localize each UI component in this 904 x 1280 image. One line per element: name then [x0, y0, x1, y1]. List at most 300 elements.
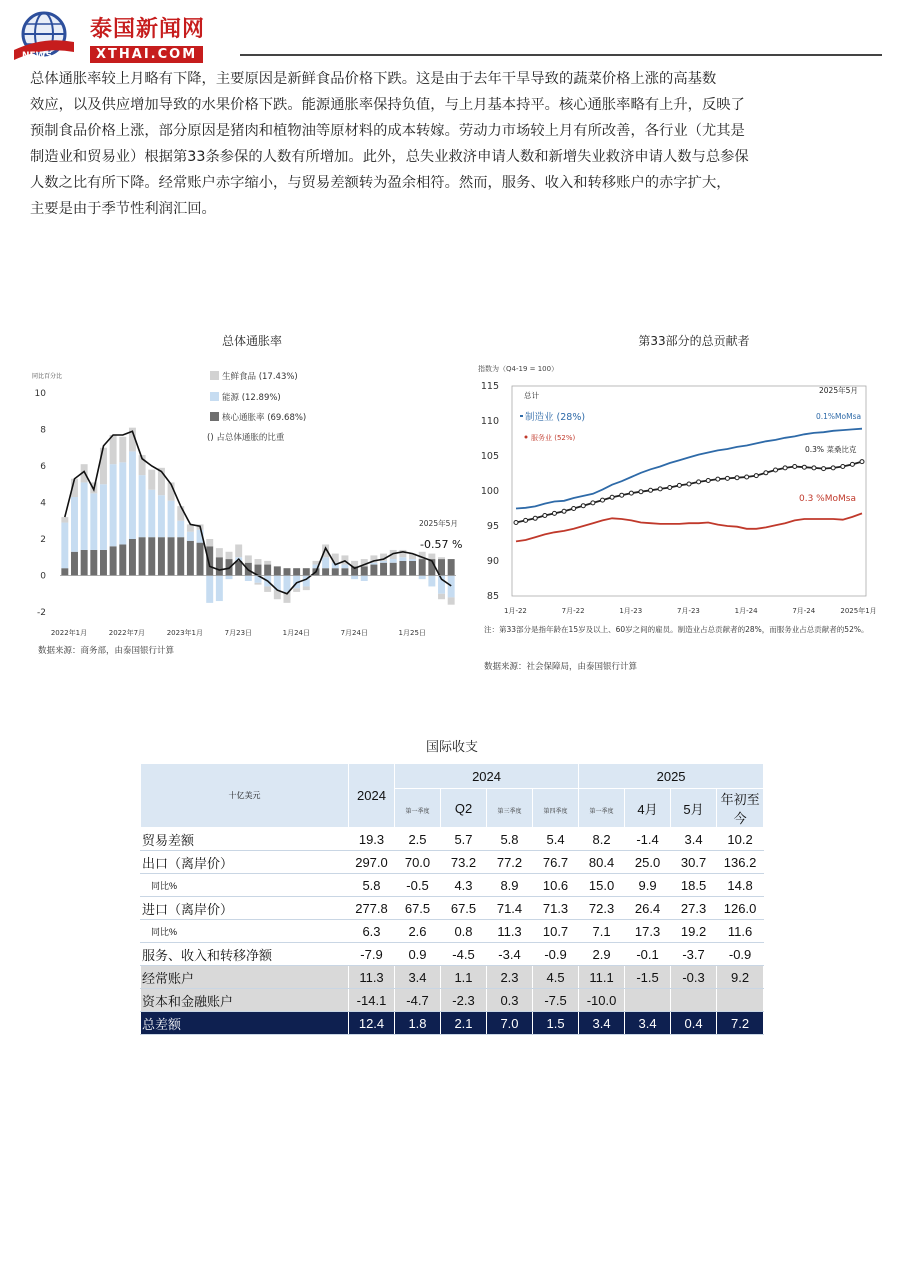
- total-marker: [620, 493, 624, 497]
- legend-label-core: 核心通胀率 (69.68%): [222, 413, 307, 423]
- legend-note: () 占总体通胀的比重: [207, 433, 285, 443]
- total-marker: [735, 476, 739, 480]
- fresh-bar: [255, 583, 262, 585]
- core-bar: [139, 537, 146, 575]
- core-bar: [303, 568, 310, 575]
- total-marker: [514, 521, 518, 525]
- table-cell: -1.4: [625, 828, 671, 851]
- y-axis-label: 同比百分比: [32, 373, 63, 380]
- fresh-bar: [119, 437, 126, 463]
- x-tick-label: 2022年1月: [50, 629, 88, 637]
- total-marker: [706, 479, 710, 483]
- core-bar: [235, 561, 242, 576]
- header-q1-2025: 第一季度: [579, 789, 625, 828]
- chart-source: 数据来源：社会保障局，由泰国银行计算: [484, 662, 638, 672]
- intro-line: 人数之比有所下降。经常账户赤字缩小，与贸易差额转为盈余相符。然而，服务、收入和转移账户的赤字扩大，: [30, 175, 731, 191]
- table-row: [141, 1012, 764, 1035]
- core-bar: [110, 546, 117, 575]
- total-marker: [658, 487, 662, 491]
- energy-bar: [390, 559, 397, 563]
- total-marker: [552, 511, 556, 515]
- chart-title: 第33部分的总贡献者: [638, 334, 750, 348]
- table-cell: 126.0: [717, 897, 764, 920]
- x-tick-label: 2023年1月: [166, 629, 204, 637]
- table-cell: 70.0: [395, 851, 441, 874]
- table-cell: 12.4: [349, 1012, 395, 1035]
- table-cell: 8.2: [579, 828, 625, 851]
- total-marker: [649, 488, 653, 492]
- y-tick-label: 85: [486, 591, 499, 602]
- table-title: 国际收支: [425, 740, 478, 755]
- total-marker: [668, 486, 672, 490]
- table-cell: 7.1: [579, 920, 625, 943]
- table-cell: 3.4: [671, 828, 717, 851]
- energy-bar: [216, 576, 223, 602]
- header-apr: 4月: [625, 789, 671, 828]
- table-cell: -4.5: [441, 943, 487, 966]
- total-marker: [860, 460, 864, 464]
- fresh-bar: [235, 544, 242, 557]
- energy-bar: [187, 532, 194, 541]
- table-cell: 0.9: [395, 943, 441, 966]
- energy-bar: [361, 576, 368, 581]
- total-marker: [754, 474, 758, 478]
- table-cell: 10.7: [533, 920, 579, 943]
- fresh-bar: [148, 470, 155, 490]
- total-marker: [629, 491, 633, 495]
- row-label: 出口（离岸价）: [141, 851, 349, 874]
- table-cell: -7.5: [533, 989, 579, 1012]
- table-cell: 2.6: [395, 920, 441, 943]
- legend-swatch-fresh: [210, 371, 219, 380]
- y-axis-label: 指数为（Q4-19 = 100）: [478, 365, 559, 373]
- intro-paragraph: [30, 66, 850, 222]
- header-2024-total: 2024: [349, 764, 395, 828]
- energy-bar: [370, 563, 377, 565]
- table-cell: 3.4: [625, 1012, 671, 1035]
- core-bar: [187, 541, 194, 576]
- total-marker: [610, 495, 614, 499]
- table-cell: 2.3: [487, 966, 533, 989]
- core-bar: [129, 539, 136, 576]
- total-marker: [822, 467, 826, 471]
- chart-title: 总体通胀率: [221, 334, 283, 348]
- core-bar: [332, 568, 339, 575]
- x-tick-label: 2022年7月: [108, 629, 146, 637]
- energy-bar: [399, 557, 406, 561]
- table-cell: 2.1: [441, 1012, 487, 1035]
- table-cell: 6.3: [349, 920, 395, 943]
- legend-total: 总计: [524, 391, 539, 400]
- row-label: 进口（离岸价）: [141, 897, 349, 920]
- legend-services: 服务业 (52%): [531, 434, 576, 442]
- table-cell: 11.1: [579, 966, 625, 989]
- total-marker: [562, 509, 566, 513]
- x-tick-label: 1月-22: [504, 607, 527, 615]
- table-cell: 9.2: [717, 966, 764, 989]
- core-bar: [274, 566, 281, 575]
- table-row: [141, 851, 764, 874]
- table-cell: -0.1: [625, 943, 671, 966]
- table-cell: 10.6: [533, 874, 579, 897]
- total-marker: [572, 507, 576, 511]
- fresh-bar: [264, 561, 271, 565]
- table-cell: 2.9: [579, 943, 625, 966]
- intro-line: 制造业和贸易业）根据第33条参保的人数有所增加。此外，总失业救济申请人数和新增失业救济申请人数与总参保: [30, 149, 749, 165]
- energy-bar: [380, 561, 387, 563]
- y-tick-label: 110: [480, 416, 499, 427]
- core-bar: [148, 537, 155, 575]
- table-cell: [625, 989, 671, 1012]
- energy-bar: [119, 462, 126, 544]
- y-tick-label: 100: [480, 486, 499, 497]
- y-tick-label: 6: [40, 462, 46, 472]
- row-label: 总差额: [141, 1012, 349, 1035]
- table-cell: 8.9: [487, 874, 533, 897]
- table-cell: 18.5: [671, 874, 717, 897]
- x-tick-label: 1月-23: [619, 607, 643, 615]
- table-cell: 5.8: [349, 874, 395, 897]
- table-cell: 4.5: [533, 966, 579, 989]
- y-tick-label: 10: [34, 389, 46, 399]
- fresh-bar: [293, 588, 300, 592]
- total-marker: [793, 465, 797, 469]
- fresh-bar: [177, 506, 184, 521]
- series-line: [516, 513, 862, 541]
- table-cell: 17.3: [625, 920, 671, 943]
- table-cell: -10.0: [579, 989, 625, 1012]
- total-marker: [677, 483, 681, 487]
- header-divider: [240, 54, 882, 56]
- core-bar: [158, 537, 165, 575]
- table-cell: -3.7: [671, 943, 717, 966]
- fresh-bar: [226, 552, 233, 559]
- table-cell: 136.2: [717, 851, 764, 874]
- table-cell: 71.3: [533, 897, 579, 920]
- table-cell: 0.8: [441, 920, 487, 943]
- header-q1-2024: 第一季度: [395, 789, 441, 828]
- table-cell: 7.2: [717, 1012, 764, 1035]
- table-cell: -0.9: [717, 943, 764, 966]
- header-q2-2024: Q2: [441, 789, 487, 828]
- core-bar: [419, 559, 426, 575]
- core-bar: [390, 563, 397, 576]
- header-q3-2024: 第三季度: [487, 789, 533, 828]
- total-marker: [745, 475, 749, 479]
- energy-bar: [71, 497, 78, 552]
- insured-chart: [474, 330, 894, 675]
- table-cell: 0.4: [671, 1012, 717, 1035]
- table-cell: -3.4: [487, 943, 533, 966]
- annotation-manufacturing: 0.1%MoMsa: [816, 412, 862, 421]
- table-cell: 297.0: [349, 851, 395, 874]
- energy-bar: [177, 521, 184, 537]
- y-tick-label: 90: [486, 556, 499, 567]
- table-row: [141, 874, 764, 897]
- y-tick-label: 95: [486, 521, 499, 532]
- table-cell: 5.8: [487, 828, 533, 851]
- energy-bar: [129, 451, 136, 539]
- row-label: 同比%: [141, 920, 349, 943]
- fresh-bar: [438, 557, 445, 559]
- core-bar: [71, 552, 78, 576]
- table-cell: 1.8: [395, 1012, 441, 1035]
- table-row: [141, 920, 764, 943]
- site-name: 泰国新闻网: [90, 17, 206, 42]
- y-tick-label: -2: [37, 608, 46, 618]
- core-bar: [399, 561, 406, 576]
- core-bar: [61, 568, 68, 575]
- table-cell: -1.5: [625, 966, 671, 989]
- core-bar: [448, 559, 455, 575]
- table-cell: 0.3: [487, 989, 533, 1012]
- annotation-date: 2025年5月: [819, 386, 858, 395]
- x-tick-label: 7月-22: [561, 607, 585, 615]
- total-marker: [533, 516, 537, 520]
- annotation-date: 2025年5月: [419, 519, 458, 528]
- core-bar: [283, 568, 290, 575]
- legend-manufacturing: 制造业 (28%): [525, 412, 586, 423]
- balance-of-payments-table: [140, 763, 764, 1035]
- table-cell: 10.2: [717, 828, 764, 851]
- table-cell: [717, 989, 764, 1012]
- x-tick-label: 2025年1月: [840, 607, 877, 615]
- annotation-total: 0.3% 菜桑比克: [805, 445, 857, 454]
- total-marker: [543, 514, 547, 518]
- fresh-bar: [206, 539, 213, 546]
- core-bar: [370, 565, 377, 576]
- energy-bar: [81, 482, 88, 550]
- x-tick-label: 7月23日: [224, 629, 253, 637]
- table-cell: 25.0: [625, 851, 671, 874]
- core-bar: [264, 565, 271, 576]
- core-bar: [206, 546, 213, 575]
- unit-header: 十亿美元: [141, 764, 349, 828]
- energy-bar: [245, 576, 252, 581]
- total-marker: [774, 468, 778, 472]
- row-label: 同比%: [141, 874, 349, 897]
- table-cell: -2.3: [441, 989, 487, 1012]
- intro-line: 主要是由于季节性利润汇回。: [30, 201, 216, 217]
- total-marker: [639, 490, 643, 494]
- core-bar: [90, 550, 97, 576]
- table-cell: 30.7: [671, 851, 717, 874]
- table-cell: -0.3: [671, 966, 717, 989]
- table-cell: 76.7: [533, 851, 579, 874]
- table-row: [141, 943, 764, 966]
- annotation-services: 0.3 %MoMsa: [799, 494, 856, 504]
- core-bar: [322, 568, 329, 575]
- intro-line: 效应，以及供应增加导致的水果价格下跌。能源通胀率保持负值，与上月基本持平。核心通胀率略有上升，反映了: [30, 97, 745, 113]
- total-marker: [716, 477, 720, 481]
- core-bar: [177, 537, 184, 575]
- fresh-bar: [255, 559, 262, 564]
- energy-bar: [61, 523, 68, 569]
- table-cell: 67.5: [395, 897, 441, 920]
- table-cell: 77.2: [487, 851, 533, 874]
- core-bar: [293, 568, 300, 575]
- site-domain: XTHAI.COM: [90, 46, 203, 63]
- energy-bar: [110, 464, 117, 546]
- x-tick-label: 7月24日: [340, 629, 368, 637]
- globe-icon: [12, 10, 76, 62]
- table-cell: 11.6: [717, 920, 764, 943]
- chart-note: 注：第33部分是指年龄在15岁及以上、60岁之间的雇员。制造业占总贡献者的28%，而服务业占总贡献者的52%。: [484, 625, 869, 634]
- fresh-bar: [438, 594, 445, 599]
- series-line: [516, 462, 862, 523]
- table-cell: 71.4: [487, 897, 533, 920]
- total-marker: [764, 471, 768, 475]
- table-cell: 9.9: [625, 874, 671, 897]
- energy-bar: [351, 576, 358, 580]
- core-bar: [100, 550, 107, 576]
- table-cell: 3.4: [579, 1012, 625, 1035]
- table-cell: -4.7: [395, 989, 441, 1012]
- site-logo[interactable]: [8, 6, 238, 64]
- energy-bar: [90, 493, 97, 550]
- table-cell: 5.4: [533, 828, 579, 851]
- header-2025-group: 2025: [579, 764, 764, 789]
- inflation-chart-svg: [24, 330, 464, 665]
- table-header-row: [141, 764, 764, 789]
- table-row: [141, 989, 764, 1012]
- energy-bar: [283, 576, 290, 592]
- header-ytd: 年初至今: [717, 789, 764, 828]
- row-label: 服务、收入和转移净额: [141, 943, 349, 966]
- legend-label-energy: 能源 (12.89%): [222, 393, 281, 403]
- total-marker: [591, 501, 595, 505]
- total-marker: [524, 518, 528, 522]
- energy-bar: [139, 475, 146, 537]
- total-marker: [725, 476, 729, 480]
- core-bar: [409, 561, 416, 576]
- table-cell: 4.3: [441, 874, 487, 897]
- table-cell: 15.0: [579, 874, 625, 897]
- fresh-bar: [110, 435, 117, 464]
- table-cell: 1.5: [533, 1012, 579, 1035]
- legend-label-fresh: 生鲜食品 (17.43%): [222, 372, 298, 382]
- table-cell: 277.8: [349, 897, 395, 920]
- intro-line: 预制食品价格上涨，部分原因是猪肉和植物油等原材料的成本转嫁。劳动力市场较上月有所改善，各行业（尤其是: [30, 123, 745, 139]
- y-tick-label: 4: [40, 498, 46, 509]
- y-tick-label: 8: [40, 425, 46, 436]
- fresh-bar: [61, 517, 68, 522]
- legend-swatch-energy: [210, 392, 219, 401]
- energy-bar: [341, 565, 348, 569]
- row-label: 资本和金融账户: [141, 989, 349, 1012]
- annotation-value: -0.57 %: [420, 538, 463, 551]
- core-bar: [216, 557, 223, 575]
- energy-bar: [409, 559, 416, 561]
- core-bar: [168, 537, 175, 575]
- legend-dot-services: [525, 436, 528, 439]
- total-marker: [581, 504, 585, 508]
- news-badge: NEWS: [22, 51, 53, 61]
- x-tick-label: 1月25日: [398, 629, 426, 637]
- table-cell: 27.3: [671, 897, 717, 920]
- table-cell: -7.9: [349, 943, 395, 966]
- row-label: 贸易差额: [141, 828, 349, 851]
- header-2024-group: 2024: [395, 764, 579, 789]
- table-cell: 5.7: [441, 828, 487, 851]
- table-cell: -14.1: [349, 989, 395, 1012]
- total-marker: [697, 480, 701, 484]
- energy-bar: [419, 576, 426, 580]
- energy-bar: [148, 490, 155, 537]
- chart-source: 数据来源：商务部，由泰国银行计算: [38, 646, 175, 656]
- table-cell: 11.3: [349, 966, 395, 989]
- total-marker: [850, 462, 854, 466]
- total-marker: [802, 465, 806, 469]
- fresh-bar: [245, 555, 252, 562]
- intro-line: 总体通胀率较上月略有下降，主要原因是新鲜食品价格下跌。这是由于去年干旱导致的蔬菜价格上涨的高基数: [30, 71, 717, 87]
- x-tick-label: 1月-24: [734, 607, 758, 615]
- energy-bar: [100, 484, 107, 550]
- table-cell: 72.3: [579, 897, 625, 920]
- inflation-chart: [24, 330, 464, 665]
- total-marker: [783, 466, 787, 470]
- energy-bar: [428, 576, 435, 587]
- energy-bar: [206, 576, 213, 603]
- core-bar: [81, 550, 88, 576]
- table-cell: 19.2: [671, 920, 717, 943]
- table-cell: -0.5: [395, 874, 441, 897]
- core-bar: [361, 566, 368, 575]
- table-row: [141, 966, 764, 989]
- total-marker: [601, 498, 605, 502]
- y-tick-label: 105: [480, 451, 499, 462]
- legend-swatch-core: [210, 412, 219, 421]
- total-marker: [831, 466, 835, 470]
- table-cell: 3.4: [395, 966, 441, 989]
- table-cell: 67.5: [441, 897, 487, 920]
- core-bar: [341, 568, 348, 575]
- table-cell: 1.1: [441, 966, 487, 989]
- energy-bar: [226, 576, 233, 580]
- fresh-bar: [428, 554, 435, 559]
- table-cell: [671, 989, 717, 1012]
- table-cell: 2.5: [395, 828, 441, 851]
- y-tick-label: 0: [40, 571, 46, 582]
- x-tick-label: 7月-23: [677, 607, 700, 615]
- fresh-bar: [303, 586, 310, 590]
- fresh-bar: [100, 448, 107, 485]
- energy-bar: [322, 557, 329, 568]
- y-tick-label: 2: [40, 535, 46, 545]
- core-bar: [380, 563, 387, 576]
- header-q4-2024: 第四季度: [533, 789, 579, 828]
- energy-bar: [168, 501, 175, 538]
- core-bar: [197, 543, 204, 576]
- row-label: 经常账户: [141, 966, 349, 989]
- core-bar: [119, 544, 126, 575]
- fresh-bar: [264, 586, 271, 591]
- table-cell: 26.4: [625, 897, 671, 920]
- table-cell: 11.3: [487, 920, 533, 943]
- table-row: [141, 828, 764, 851]
- fresh-bar: [448, 597, 455, 604]
- energy-bar: [158, 495, 165, 537]
- table-cell: 7.0: [487, 1012, 533, 1035]
- x-tick-label: 1月24日: [282, 629, 311, 637]
- table-cell: 73.2: [441, 851, 487, 874]
- table-cell: 14.8: [717, 874, 764, 897]
- total-marker: [687, 482, 691, 486]
- fresh-bar: [216, 548, 223, 557]
- y-tick-label: 115: [480, 381, 499, 392]
- table-cell: -0.9: [533, 943, 579, 966]
- header-may: 5月: [671, 789, 717, 828]
